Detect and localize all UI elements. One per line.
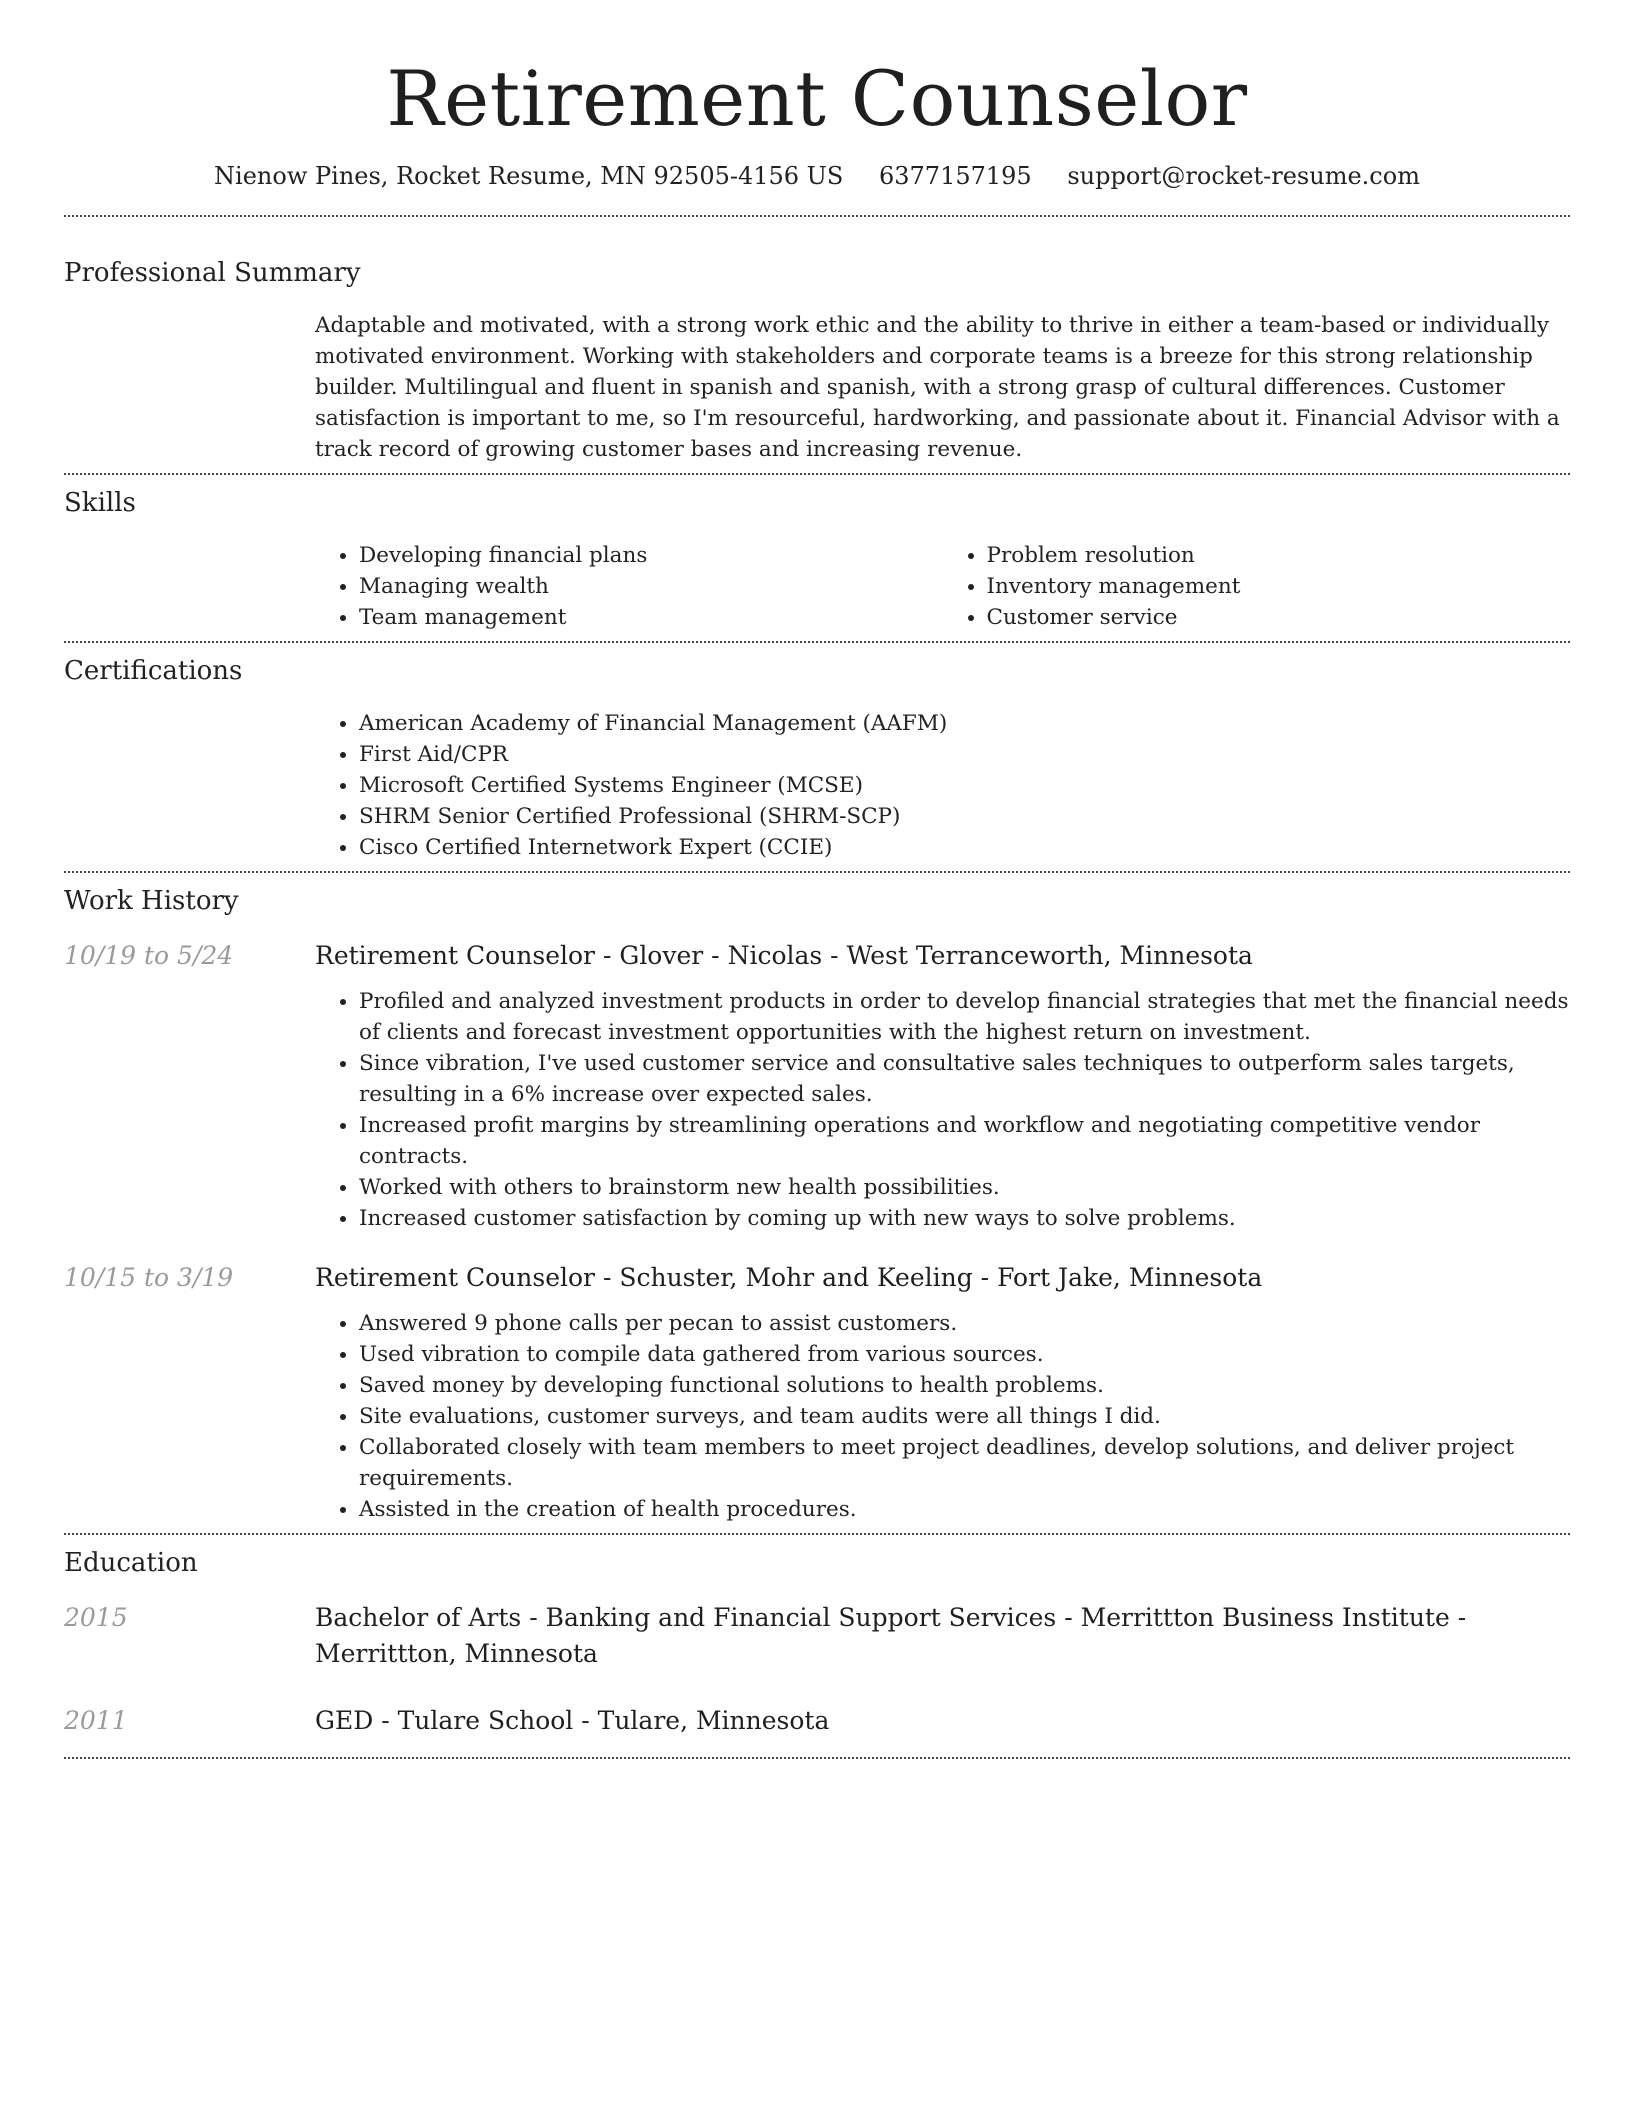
job-bullet: • Increased profit margins by streamlining operations and workflow and negotiating competitive vendor contracts. — [359, 1110, 1570, 1172]
job-entry — [64, 938, 1570, 1234]
education-year: 2015 — [64, 1603, 128, 1632]
job-bullet: • Answered 9 phone calls per pecan to assist customers. — [359, 1308, 1570, 1339]
skills-list — [315, 540, 1570, 633]
skills-column-right — [943, 540, 1571, 633]
education-entry — [64, 1600, 1570, 1672]
job-bullet: • Assisted in the creation of health procedures. — [359, 1494, 1570, 1525]
job-bullet: • Site evaluations, customer surveys, and team audits were all things I did. — [359, 1401, 1570, 1432]
section-title: Skills — [64, 488, 136, 518]
section-title: Professional Summary — [64, 258, 361, 288]
summary-text: Adaptable and motivated, with a strong work ethic and the ability to thrive in either a team-based or individually motivated environment. Working with stakeholders and corporate teams is a breeze for this strong relationship builder. Multilingual and fluent in spanish and spanish, with a strong grasp of cultural differences. Customer satisfaction is important to me, so I'm resourceful, hardworking, and passionate about it. Financial Advisor with a track record of growing customer bases and increasing revenue. — [315, 313, 1560, 462]
education-section — [64, 1546, 1570, 1739]
divider — [64, 1533, 1570, 1535]
certifications-section — [64, 654, 1570, 863]
address: Nienow Pines, Rocket Resume, MN 92505-4156 US — [214, 162, 844, 190]
job-entry — [64, 1260, 1570, 1525]
skill-item: • Managing wealth — [359, 571, 943, 602]
job-bullet: • Collaborated closely with team members to meet project deadlines, develop solutions, and deliver project requirements. — [359, 1432, 1570, 1494]
section-title: Work History — [64, 886, 239, 916]
job-bullets — [315, 986, 1570, 1234]
job-bullet: • Increased customer satisfaction by coming up with new ways to solve problems. — [359, 1203, 1570, 1234]
divider — [64, 871, 1570, 873]
resume — [64, 54, 1570, 1759]
skill-item: • Problem resolution — [987, 540, 1571, 571]
job-dates: 10/15 to 3/19 — [64, 1263, 234, 1292]
education-entry — [64, 1703, 1570, 1739]
divider — [64, 215, 1570, 217]
candidate-name: Retirement Counselor — [386, 54, 1248, 143]
job-bullet: • Worked with others to brainstorm new health possibilities. — [359, 1172, 1570, 1203]
job-dates: 10/19 to 5/24 — [64, 941, 234, 970]
skills-column-left — [315, 540, 943, 633]
education-year: 2011 — [64, 1706, 128, 1735]
divider — [64, 473, 1570, 475]
job-bullet: • Profiled and analyzed investment products in order to develop financial strategies that met the financial needs of clients and forecast investment opportunities with the highest return on investment. — [359, 986, 1570, 1048]
job-bullet: • Saved money by developing functional solutions to health problems. — [359, 1370, 1570, 1401]
section-title: Certifications — [64, 656, 243, 686]
certification-item: • SHRM Senior Certified Professional (SHRM-SCP) — [359, 801, 1570, 832]
certification-item: • First Aid/CPR — [359, 739, 1570, 770]
phone: 6377157195 — [878, 162, 1032, 190]
contact-line — [64, 160, 1570, 192]
skill-item: • Inventory management — [987, 571, 1571, 602]
job-bullets — [315, 1308, 1570, 1525]
education-heading: GED - Tulare School - Tulare, Minnesota — [315, 1706, 830, 1735]
skill-item: • Customer service — [987, 602, 1571, 633]
skill-item: • Team management — [359, 602, 943, 633]
certification-item: • Microsoft Certified Systems Engineer (MCSE) — [359, 770, 1570, 801]
divider — [64, 1757, 1570, 1759]
summary-section — [64, 256, 1570, 465]
skills-section — [64, 486, 1570, 633]
job-bullet: • Since vibration, I've used customer service and consultative sales techniques to outperform sales targets, resulting in a 6% increase over expected sales. — [359, 1048, 1570, 1110]
divider — [64, 641, 1570, 643]
job-heading: Retirement Counselor - Schuster, Mohr and Keeling - Fort Jake, Minnesota — [315, 1263, 1263, 1292]
email: support@rocket-resume.com — [1067, 162, 1420, 190]
certifications-list — [315, 708, 1570, 863]
work-section — [64, 884, 1570, 1525]
job-heading: Retirement Counselor - Glover - Nicolas - West Terranceworth, Minnesota — [315, 941, 1253, 970]
certification-item: • Cisco Certified Internetwork Expert (CCIE) — [359, 832, 1570, 863]
skill-item: • Developing financial plans — [359, 540, 943, 571]
section-title: Education — [64, 1548, 198, 1578]
education-heading: Bachelor of Arts - Banking and Financial Support Services - Merrittton Business Institute - Merrittton, Minnesota — [315, 1603, 1467, 1668]
certification-item: • American Academy of Financial Management (AAFM) — [359, 708, 1570, 739]
job-bullet: • Used vibration to compile data gathered from various sources. — [359, 1339, 1570, 1370]
